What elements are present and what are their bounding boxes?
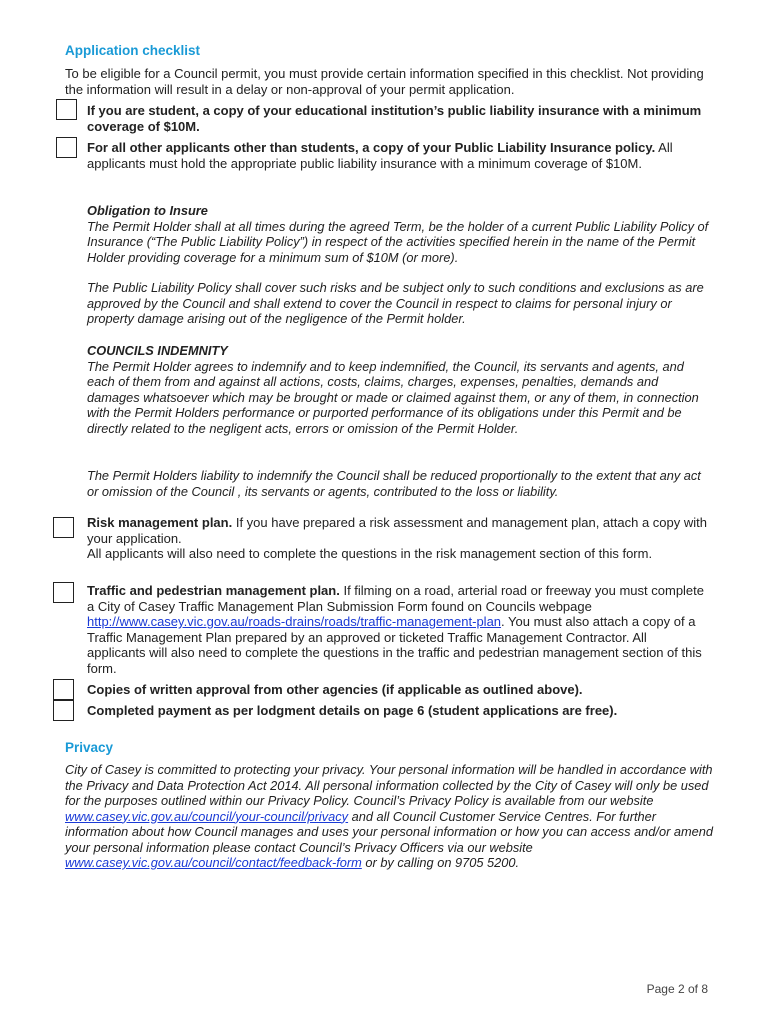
privacy-text-2: and all Council Customer Service Centres. For further information about how Council manages and uses your personal information or how you can access and/or amend your personal information please contact Council’s Privacy Officers via our website (65, 808, 714, 855)
privacy-text-1: City of Casey is committed to protecting your privacy. Your personal information will be handled in accordance with the Privacy and Data Protection Act 2014. All personal information collected by the City of Casey will only be used for the purposes outlined within our Privacy Policy. Council’s Privacy Policy is available from our website (65, 762, 713, 808)
feedback-form-link[interactable]: www.casey.vic.gov.au/council/contact/feedback-form (65, 855, 362, 870)
indemnity-paragraph-2: The Permit Holders liability to indemnify the Council shall be reduced proportionally to the extent that any act or omission of the Council , its servants or agents, contributed to the loss or liability. (87, 468, 701, 499)
risk-plan-item (87, 515, 707, 562)
payment-item (87, 703, 707, 719)
student-insurance-label: If you are student, a copy of your educational institution’s public liability insurance with a minimum coverage of $10M. (87, 103, 702, 134)
payment-label: Completed payment as per lodgment details on page 6 (student applications are free). (87, 703, 618, 718)
indemnity-heading: COUNCILS INDEMNITY (87, 343, 228, 358)
page-number: Page 2 of 8 (646, 982, 708, 996)
traffic-plan-link[interactable]: http://www.casey.vic.gov.au/roads-drains/roads/traffic-management-plan (87, 614, 502, 629)
privacy-paragraph (65, 762, 715, 871)
privacy-heading: Privacy (65, 740, 114, 755)
traffic-plan-label: Traffic and pedestrian management plan. (87, 583, 340, 598)
obligation-paragraph-2: The Public Liability Policy shall cover such risks and be subject only to such conditions and exclusions as are approved by the Council and shall extend to cover the Council in respect to claims for personal injury or property damage arising out of the negligence of the Permit holder. (87, 280, 704, 326)
obligation-heading: Obligation to Insure (87, 203, 208, 218)
checklist-intro: To be eligible for a Council permit, you must provide certain information specified in this checklist. Not providing the information will result in a delay or non-approval of your permit application. (65, 66, 704, 97)
traffic-plan-text-1: If filming on a road, arterial road or freeway you must complete a City of Casey Traffic Management Plan Submission Form found on Councils webpage (87, 583, 705, 614)
checklist-heading: Application checklist (65, 43, 201, 58)
privacy-text-3: or by calling on 9705 5200. (361, 855, 520, 870)
payment-checkbox[interactable] (53, 700, 74, 721)
obligation-paragraph-1: The Permit Holder shall at all times during the agreed Term, be the holder of a current Public Liability Policy of Insurance (“The Public Liability Policy”) in respect of the activities specified herein in the name of the Permit Holder providing coverage for a minimum sum of $10M (or more). (87, 218, 709, 265)
risk-plan-text: If you have prepared a risk assessment and management plan, attach a copy with your application. (87, 515, 707, 546)
traffic-plan-checkbox[interactable] (53, 582, 74, 603)
public-liability-label: For all other applicants other than students, a copy of your Public Liability Insurance policy. (87, 140, 656, 155)
traffic-plan-item (87, 583, 707, 676)
indemnity-section (87, 343, 712, 436)
public-liability-text: All applicants must hold the appropriate public liability insurance with a minimum coverage of $10M. (87, 140, 673, 171)
written-approval-label: Copies of written approval from other agencies (if applicable as outlined above). (87, 682, 583, 697)
indemnity-paragraph-1: The Permit Holder agrees to indemnify and to keep indemnified, the Council, its servants and agents, and each of them from and against all actions, costs, claims, charges, expenses, penalties, demands and damages whatsoever which may be brought or made or claimed against them, or any of them, in connection with the Permit Holders performance or purported performance of its obligations under this Permit and be directly related to the negligent acts, errors or omission of the Permit Holder. (87, 358, 699, 436)
risk-plan-label: Risk management plan. (87, 515, 233, 530)
student-insurance-checkbox[interactable] (56, 99, 77, 120)
traffic-plan-text-2: . You must also attach a copy of a Traffic Management Plan prepared by an approved or ticketed Traffic Management Contractor. All applicants will also need to complete the questions in the traffic and pedestrian management section of this form. (87, 614, 702, 676)
obligation-section (87, 203, 712, 265)
written-approval-item (87, 682, 707, 698)
public-liability-item (87, 140, 707, 171)
privacy-policy-link[interactable]: www.casey.vic.gov.au/council/your-council/privacy (65, 808, 349, 824)
public-liability-checkbox[interactable] (56, 137, 77, 158)
student-insurance-item (87, 103, 707, 134)
written-approval-checkbox[interactable] (53, 679, 74, 700)
risk-plan-text-2: All applicants will also need to complete the questions in the risk management section of this form. (87, 546, 653, 561)
risk-plan-checkbox[interactable] (53, 517, 74, 538)
